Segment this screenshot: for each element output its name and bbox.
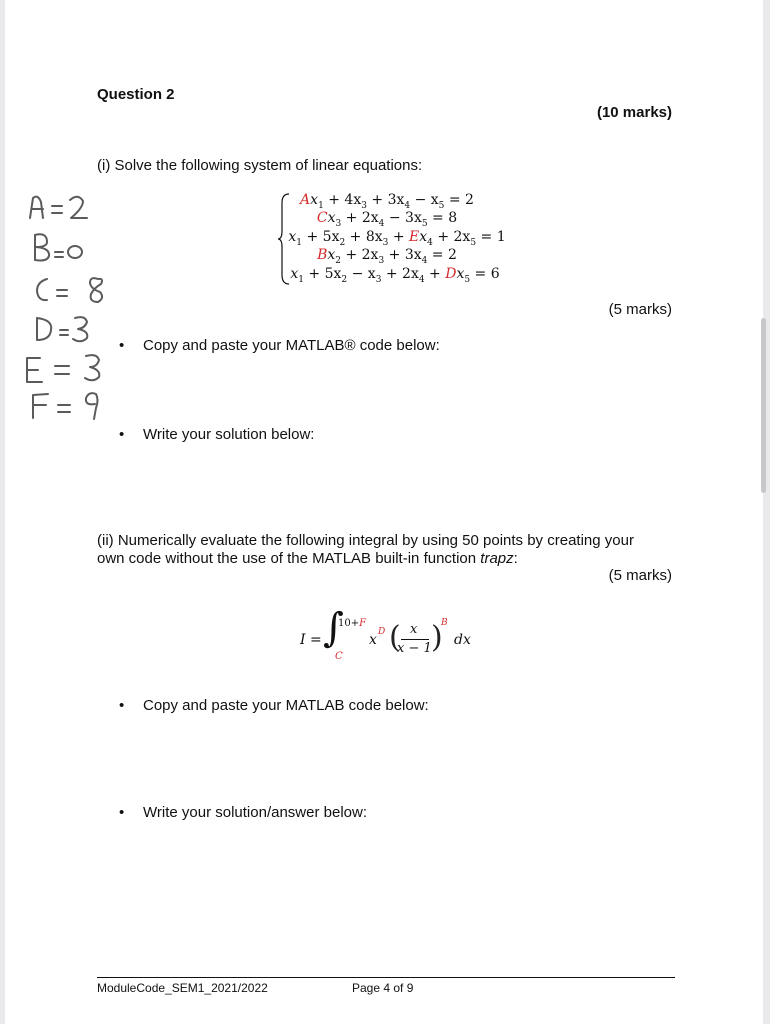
- equation-1: $Ax_1 + 4x_3 + 3x_4 - x_5 = 2$: [300, 192, 474, 211]
- fraction-denominator: x − 1: [397, 641, 432, 656]
- question-title: Question 2: [97, 86, 175, 103]
- footer-rule: [97, 977, 675, 978]
- integral-dx: dx: [454, 632, 471, 648]
- equation-3: $x_1 + 5x_2 + 8x_3 + Ex_4 + 2x_5 = 1$: [288, 229, 506, 248]
- power-exponent: B: [441, 618, 448, 628]
- part2-instruction-line1: (ii) Numerically evaluate the following integral by using 50 points by creating your: [97, 532, 634, 549]
- equation-2: $Cx_3 + 2x_4 - 3x_5 = 8$: [316, 210, 458, 229]
- part1-instruction: (i) Solve the following system of linear equations:: [97, 157, 423, 174]
- fraction-numerator: x: [410, 622, 418, 637]
- left-paren: (: [389, 620, 401, 655]
- handwritten-values: [5, 190, 115, 430]
- part1-bullet-solution: • Write your solution below:: [143, 426, 314, 443]
- footer-module-code: ModuleCode_SEM1_2021/2022: [97, 981, 268, 995]
- document-page: [5, 0, 763, 1024]
- part2-marks: (5 marks): [608, 567, 672, 584]
- part2-bullet-solution: • Write your solution/answer below:: [143, 804, 367, 821]
- total-marks: (10 marks): [596, 104, 672, 121]
- scrollbar[interactable]: [761, 318, 766, 493]
- part1-bullet-code: • Copy and paste your MATLAB® code below:: [143, 337, 440, 354]
- part2-bullet-code: • Copy and paste your MATLAB code below:: [143, 697, 429, 714]
- integral-upper-limit: 10+F: [338, 618, 367, 629]
- part2-instruction-line2: own code without the use of the MATLAB built-in function trapz:: [97, 550, 518, 567]
- fraction-bar: [401, 639, 429, 640]
- integrand-exponent: D: [378, 627, 386, 637]
- part1-marks: (5 marks): [608, 301, 672, 318]
- integral-sign: ∫: [323, 605, 344, 651]
- right-paren: ): [431, 620, 443, 655]
- footer-page-number: Page 4 of 9: [352, 981, 414, 995]
- integrand-base: x: [369, 632, 377, 648]
- equation-4: $Bx_2 + 2x_3 + 3x_4 = 2$: [317, 247, 457, 266]
- equation-5: $x_1 + 5x_2 - x_3 + 2x_4 + Dx_5 = 6$: [290, 266, 500, 285]
- integral-lhs: I =: [300, 632, 322, 648]
- integral-lower-limit: C: [335, 651, 343, 662]
